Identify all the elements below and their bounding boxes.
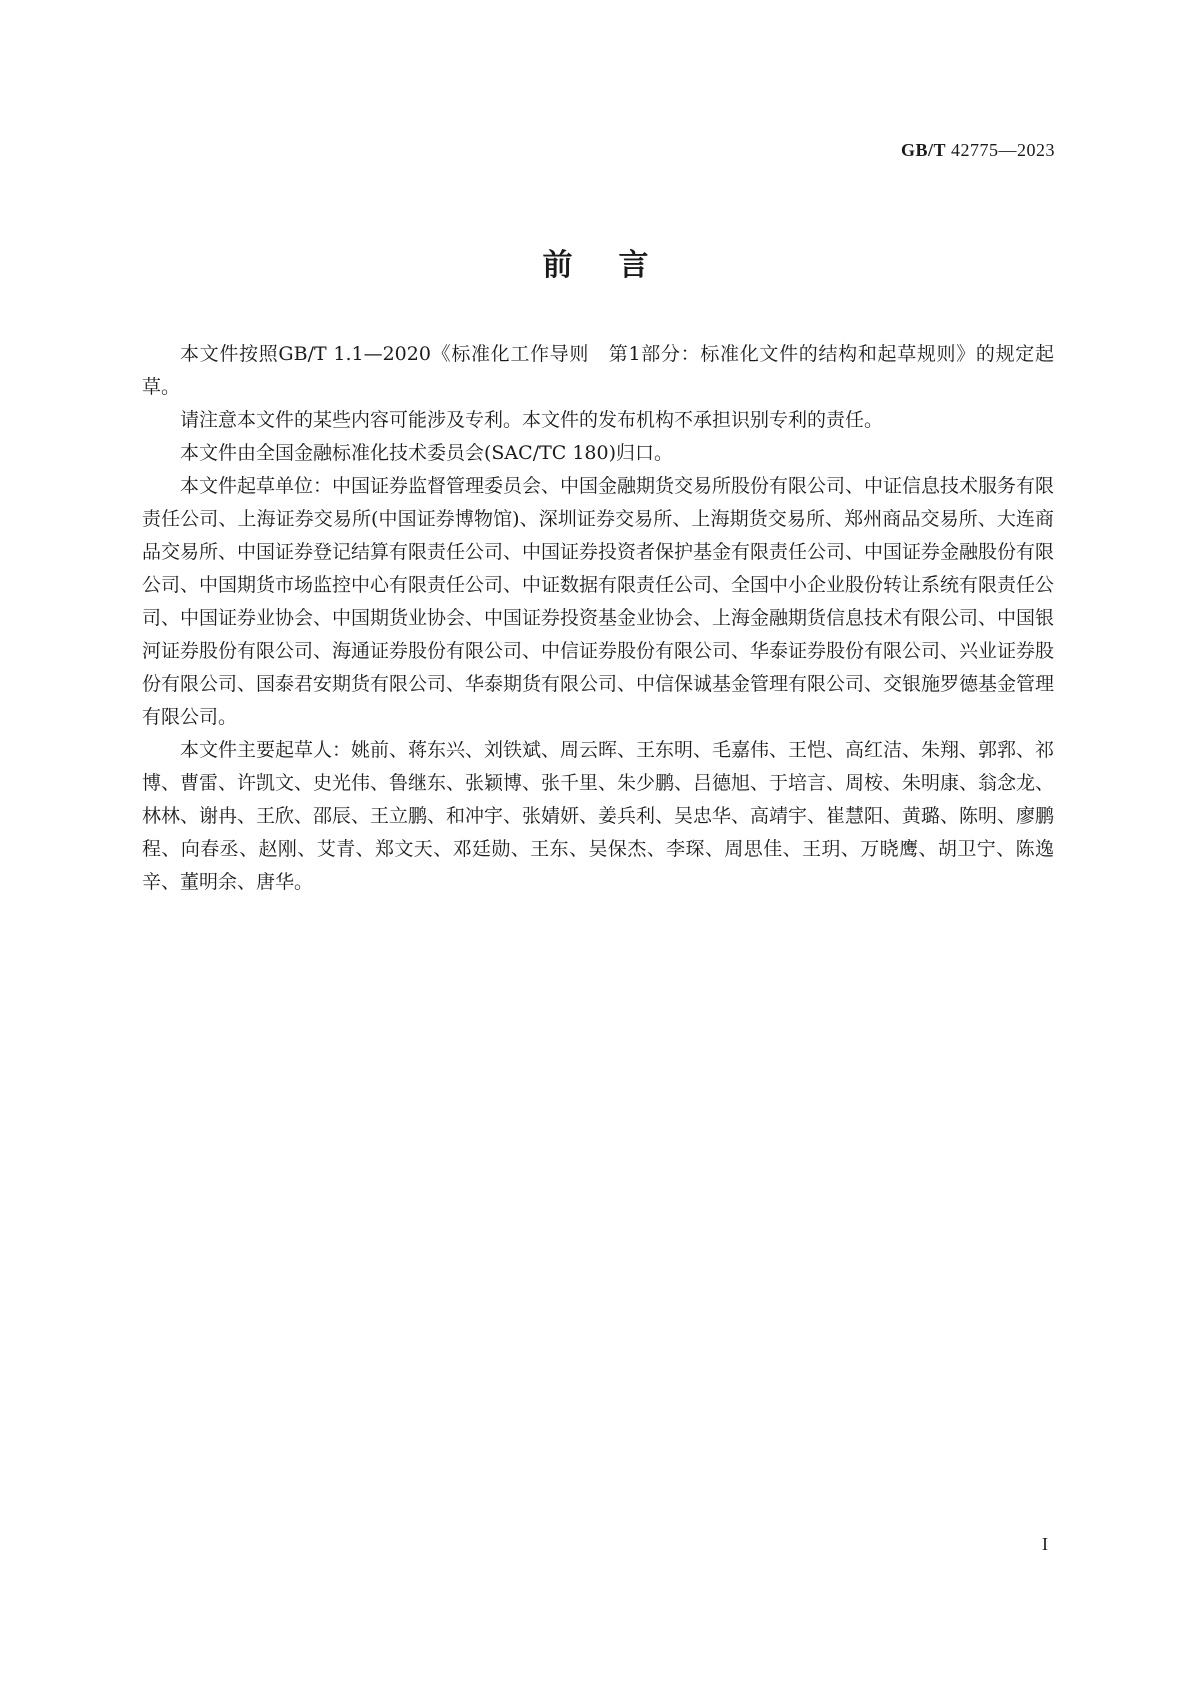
document-body	[142, 338, 1054, 899]
paragraph-committee: 本文件由全国金融标准化技术委员会(SAC/TC 180)归口。	[180, 442, 674, 464]
standard-code	[901, 140, 1055, 161]
paragraph-patent-notice: 请注意本文件的某些内容可能涉及专利。本文件的发布机构不承担识别专利的责任。	[180, 409, 884, 431]
page-number: I	[1042, 1534, 1048, 1554]
standard-code-number: 42775—2023	[951, 140, 1055, 160]
paragraph-drafting-rules: 本文件按照GB/T 1.1—2020《标准化工作导则 第1部分：标准化文件的结构和起草规则》的规定起草。	[142, 343, 1054, 398]
standard-code-prefix: GB/T	[900, 140, 946, 160]
paragraph-drafting-units: 本文件起草单位：中国证券监督管理委员会、中国金融期货交易所股份有限公司、中证信息技术服务有限责任公司、上海证券交易所(中国证券博物馆)、深圳证券交易所、上海期货交易所、郑州商品交易所、大连商品交易所、中国证券登记结算有限责任公司、中国证券投资者保护基金有限责任公司、中国证券金融股份有限公司、中国期货市场监控中心有限责任公司、中证数据有限责任公司、全国中小企业股份转让系统有限责任公司、中国证券业协会、中国期货业协会、中国证券投资基金业协会、上海金融期货信息技术有限公司、中国银河证券股份有限公司、海通证券股份有限公司、中信证券股份有限公司、华泰证券股份有限公司、兴业证券股份有限公司、国泰君安期货有限公司、华泰期货有限公司、中信保诚基金管理有限公司、交银施罗德基金管理有限公司。	[142, 475, 1055, 728]
page-title: 前言	[542, 248, 695, 283]
paragraph-drafters: 本文件主要起草人：姚前、蒋东兴、刘铁斌、周云晖、王东明、毛嘉伟、王恺、高红洁、朱翔、郭郛、祁博、曹雷、许凯文、史光伟、鲁继东、张颖博、张千里、朱少鹏、吕德旭、于培言、周桉、朱明康、翁念龙、林林、谢冉、王欣、邵辰、王立鹏、和冲宇、张婧妍、姜兵利、吴忠华、高靖宇、崔慧阳、黄璐、陈明、廖鹏程、向春丞、赵刚、艾青、郑文天、邓廷勋、王东、吴保杰、李琛、周思佳、王玥、万晓鹰、胡卫宁、陈逸辛、董明余、唐华。	[142, 739, 1055, 893]
